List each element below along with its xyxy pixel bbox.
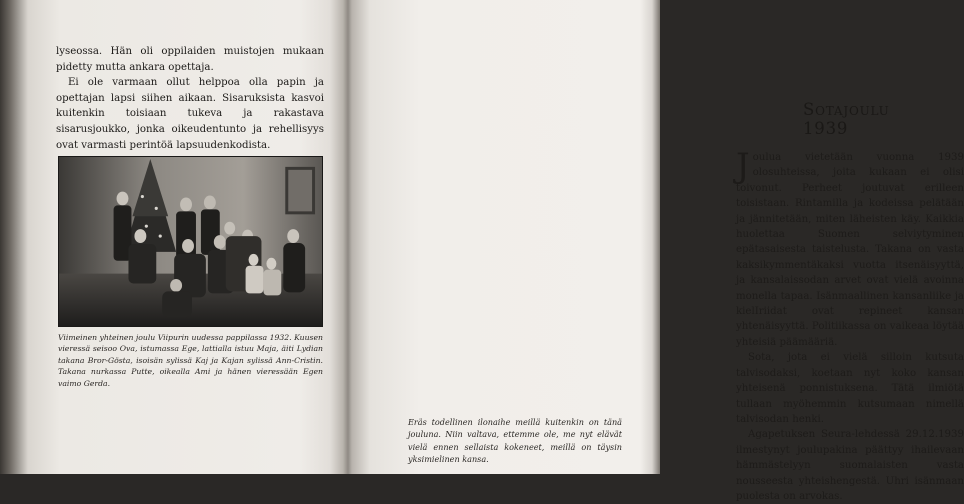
- left-paragraph-1: lyseossa. Hän oli oppilaiden muistojen mukaan pidetty mutta ankara opettaja.: [56, 46, 324, 73]
- drop-cap: J: [736, 146, 750, 186]
- family-photo-image: [59, 157, 322, 326]
- right-paragraph-2: Sota, jota ei vielä silloin kutsuta talvisodaksi, koetaan nyt koko kansan yhteisenä ponnistuksena. Tätä ilmiötä tullaan myöhemmin kutsumaan nimellä talvisodan henki.: [736, 352, 964, 425]
- photo-caption: Viimeinen yhteinen joulu Viipurin uudessa pappilassa 1932. Kuusen vieressä seisoo Ova, istumassa Ege, lattialla istuu Maja, äiti Lydian takana Bror-Gösta, isoisän sylissä Kaj ja Kajan sylissä Ann-Cristin. Takana nurkassa Putte, oikealla Ami ja hänen vieressään Egen vaimo Gerda.: [58, 333, 323, 388]
- chapter-title: Sotajoulu 1939: [803, 100, 890, 138]
- left-page-text: [56, 44, 324, 153]
- left-paragraph-2: Ei ole varmaan ollut helppoa olla papin ja opettajan lapsi siihen aikaan. Sisaruksista kasvoi kuitenkin toisiaan tukeva ja rakastava sisarusjoukko, jonka oikeudentunto ja rehellisyys ovat varmasti perintöä lapsuudenkodista.: [56, 77, 324, 151]
- right-paragraph-1-text: oulua vietetään vuonna 1939 olosuhteissa, joita kukaan ei olisi toivonut. Perheet joutuvat erilleen toisistaan. Rintamilla ja kodeissa pelätään ja jännitetään, miten läheisten käy. Kaikkia huolettaa Suomen selviytyminen epätasaisesta taistelusta. Takana on vasta kaksikymmentäkaksi vuotta itsenäisyyttä, ja kansalaissodan arvet ovat vielä avoinna monella tapaa. Isänmaallinen kansanliike ja kielIriidat ovat repineet kansan yhtenäisyyttä. Politiikassa on vaikeaa löytää yhteisiä päämääriä.: [736, 152, 964, 348]
- right-page: [350, 0, 964, 502]
- pull-quote: Eräs todellinen ilonaihe meillä kuitenkin on tänä jouluna. Niin valtava, ettemme ole, me nyt elävät vielä ennen sellaista kokeneet, meillä on täysin yksimielinen kansa.: [408, 417, 622, 465]
- family-photo: [58, 156, 323, 327]
- right-paragraph-3: Agapetuksen Seura-lehdessä 29.12.1939 ilmestynyt joulupakina päättyy ihailevaan hämmästelyyn suomalaisten vasta nousseesta yhteishengestä. Uhri isänmaan puolesta on arvokas.: [736, 429, 964, 502]
- left-page: [0, 0, 346, 474]
- right-paragraph-1: [736, 146, 964, 350]
- right-page-text: [736, 146, 964, 504]
